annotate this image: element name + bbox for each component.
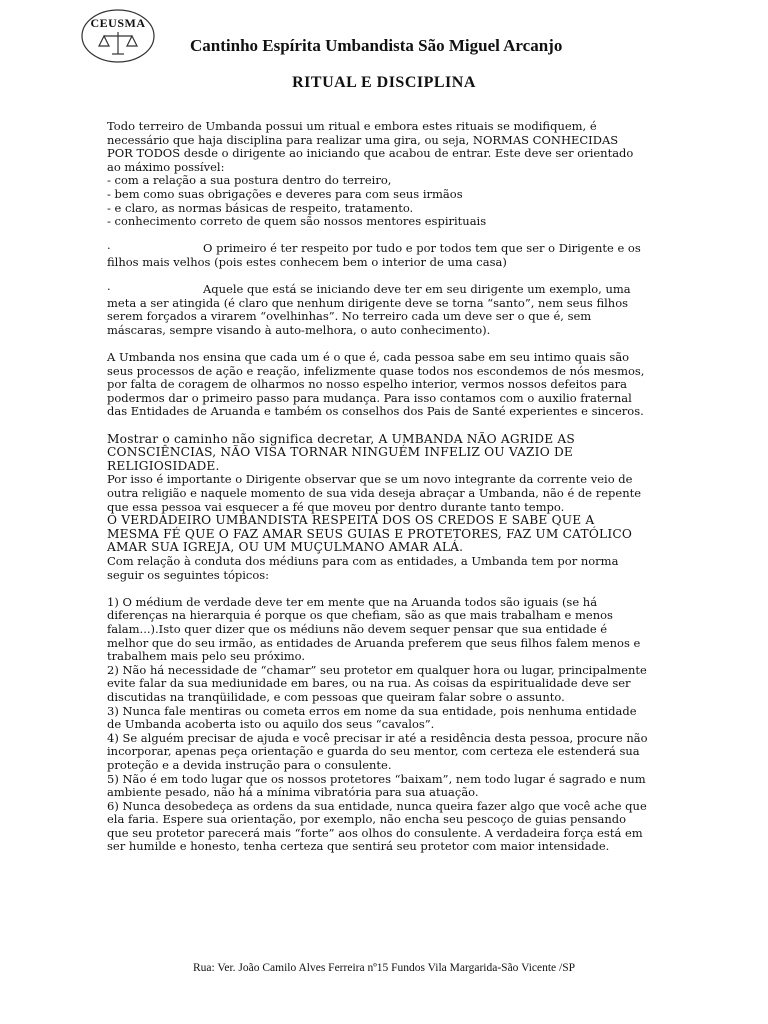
bullet-paragraph-line [107, 242, 663, 256]
paragraph-line: podermos dar o primeiro passo para mudança. Para isso contamos com o auxilio fraternal [107, 390, 632, 405]
intro-list-item: - e claro, as normas básicas de respeito, tratamento. [107, 200, 414, 215]
topic-line: ser humilde e honesto, tenha certeza que sentirá seu protetor com maior intensidade. [107, 839, 610, 854]
paragraph-line: seus processos de ação e reação, infelizmente quase todos nos escondemos de nós mesmos, [107, 363, 645, 378]
organization-name: Cantinho Espírita Umbandista São Miguel Arcanjo [190, 36, 563, 55]
topic-line: incorporar, apenas peça orientação e guarda do seu mentor, com certeza ele estenderá sua [107, 744, 640, 759]
paragraph-line: seguir os seguintes tópicos: [107, 567, 270, 582]
paragraph-line: Mostrar o caminho não significa decretar, A UMBANDA NÃO AGRIDE AS [107, 431, 575, 446]
intro-list-item: - bem como suas obrigações e deveres para com seus irmãos [107, 186, 463, 201]
topic-line: discutidas na tranqüilidade, e com pessoas que queiram falar sobre o assunto. [107, 689, 565, 704]
topic-line: que seu protetor parecerá mais “forte” aos olhos do consulente. A verdadeira força está em [107, 825, 643, 840]
logo-text: CEUSMA [90, 16, 146, 30]
intro-list-item: - conhecimento correto de quem são nossos mentores espirituais [107, 214, 487, 229]
topic-line: 6) Nunca desobedeça as ordens da sua entidade, nunca queira fazer algo que você ache que [107, 798, 647, 813]
topic-line: trabalhem mais pelo seu próximo. [107, 649, 306, 664]
bullet-paragraph-line: máscaras, sempre visando à auto-melhora, o auto conhecimento). [107, 322, 491, 337]
paragraph-line: outra religião e naquele momento de sua vida deseja abraçar a Umbanda, não é de repente [107, 486, 642, 501]
bullet-paragraph-line: serem forçados a virarem “ovelhinhas”. No terreiro cada um deve ser o que é, sem [107, 309, 592, 324]
topic-line: 4) Se alguém precisar de ajuda e você precisar ir até a residência desta pessoa, procure não [107, 730, 648, 745]
paragraph-line: das Entidades de Aruanda e também os conselhos dos Pais de Santé experientes e sinceros. [107, 404, 644, 419]
topic-line: evite falar da sua mediunidade em bares, ou na rua. As coisas da espiritualidade deve ser [107, 676, 631, 691]
intro-line: necessário que haja disciplina para realizar uma gira, ou seja, NORMAS CONHECIDAS [107, 132, 619, 147]
footer-address: Rua: Ver. João Camilo Alves Ferreira nº15 Fundos Vila Margarida-São Vicente /SP [192, 962, 576, 974]
topic-line: 5) Não é em todo lugar que os nossos protetores “baixam”, nem todo lugar é sagrado e num [107, 771, 646, 786]
paragraph-line: CONSCIÊNCIAS, NÃO VISA TORNAR NINGUÉM INFELIZ OU VAZIO DE [107, 445, 574, 460]
topic-line: falam...).Isto quer dizer que os médiuns não devem sequer pensar que sua entidade é [107, 621, 608, 636]
paragraph-line: MESMA FÉ QUE O FAZ AMAR SEUS GUIAS E PROTETORES, FAZ UM CATÓLICO [107, 526, 633, 541]
bullet-text: Aquele que está se iniciando deve ter em seu dirigente um exemplo, uma [203, 282, 631, 297]
bullet-paragraph-line: meta a ser atingida (é claro que nenhum dirigente deve se torna “santo”, nem seus filhos [107, 295, 629, 310]
topic-line: 3) Nunca fale mentiras ou cometa erros em nome da sua entidade, pois nenhuma entidade [107, 703, 637, 718]
ceusma-logo [80, 8, 156, 64]
topic-line: 1) O médium de verdade deve ter em mente que na Aruanda todos são iguais (se há [107, 594, 598, 609]
topic-line: ela faria. Espere sua orientação, por exemplo, não encha seu pescoço de guias pensando [107, 812, 627, 827]
topic-line: diferenças na hierarquia é porque os que chefiam, são as que mais trabalham e menos [107, 608, 613, 623]
bullet-text: O primeiro é ter respeito por tudo e por todos tem que ser o Dirigente e os [203, 241, 641, 256]
bullet-marker: · [107, 282, 111, 297]
paragraph-line: AMAR SUA IGREJA, OU UM MUÇULMANO AMAR ALÁ. [107, 540, 464, 555]
paragraph-line: Por isso é importante o Dirigente observar que se um novo integrante da corrente veio de [107, 472, 633, 487]
topic-line: proteção e a devida instrução para o consulente. [107, 757, 392, 772]
topic-line: melhor que do seu irmão, as entidades de Aruanda preferem que seus filhos falem menos e [107, 635, 641, 650]
bullet-paragraph-line: filhos mais velhos (pois estes conhecem bem o interior de uma casa) [107, 254, 507, 269]
topic-line: de Umbanda acoberta isto ou aquilo dos seus “cavalos”. [107, 717, 435, 732]
paragraph-line: RELIGIOSIDADE. [107, 458, 220, 473]
topic-line: 2) Não há necessidade de “chamar” seu protetor em qualquer hora ou lugar, principalmente [107, 662, 647, 677]
paragraph-line: O VERDADEIRO UMBANDISTA RESPEITA DOS OS CREDOS E SABE QUE A [107, 513, 595, 528]
bullet-marker: · [107, 241, 111, 256]
paragraph-line: por falta de coragem de olharmos no nosso espelho interior, vermos nossos defeitos para [107, 377, 627, 392]
topic-line: ambiente pesado, não há a mínima vibratória para sua atuação. [107, 785, 479, 800]
document-body [107, 120, 663, 854]
paragraph-line: A Umbanda nos ensina que cada um é o que é, cada pessoa sabe em seu intimo quais são [107, 350, 630, 365]
intro-line: ao máximo possível: [107, 159, 225, 174]
document-title: RITUAL E DISCIPLINA [292, 74, 476, 91]
bullet-paragraph-line [107, 283, 663, 297]
intro-line: POR TODOS desde o dirigente ao iniciando que acabou de entrar. Este deve ser orientado [107, 146, 634, 161]
paragraph-line: que essa pessoa vai esquecer a fé que moveu por dentro durante tanto tempo. [107, 499, 565, 514]
intro-line: Todo terreiro de Umbanda possui um ritual e embora estes rituais se modifiquem, é [107, 119, 597, 133]
intro-list-item: - com a relação a sua postura dentro do terreiro, [107, 173, 392, 188]
paragraph-line: Com relação à conduta dos médiuns para com as entidades, a Umbanda tem por norma [107, 554, 619, 568]
